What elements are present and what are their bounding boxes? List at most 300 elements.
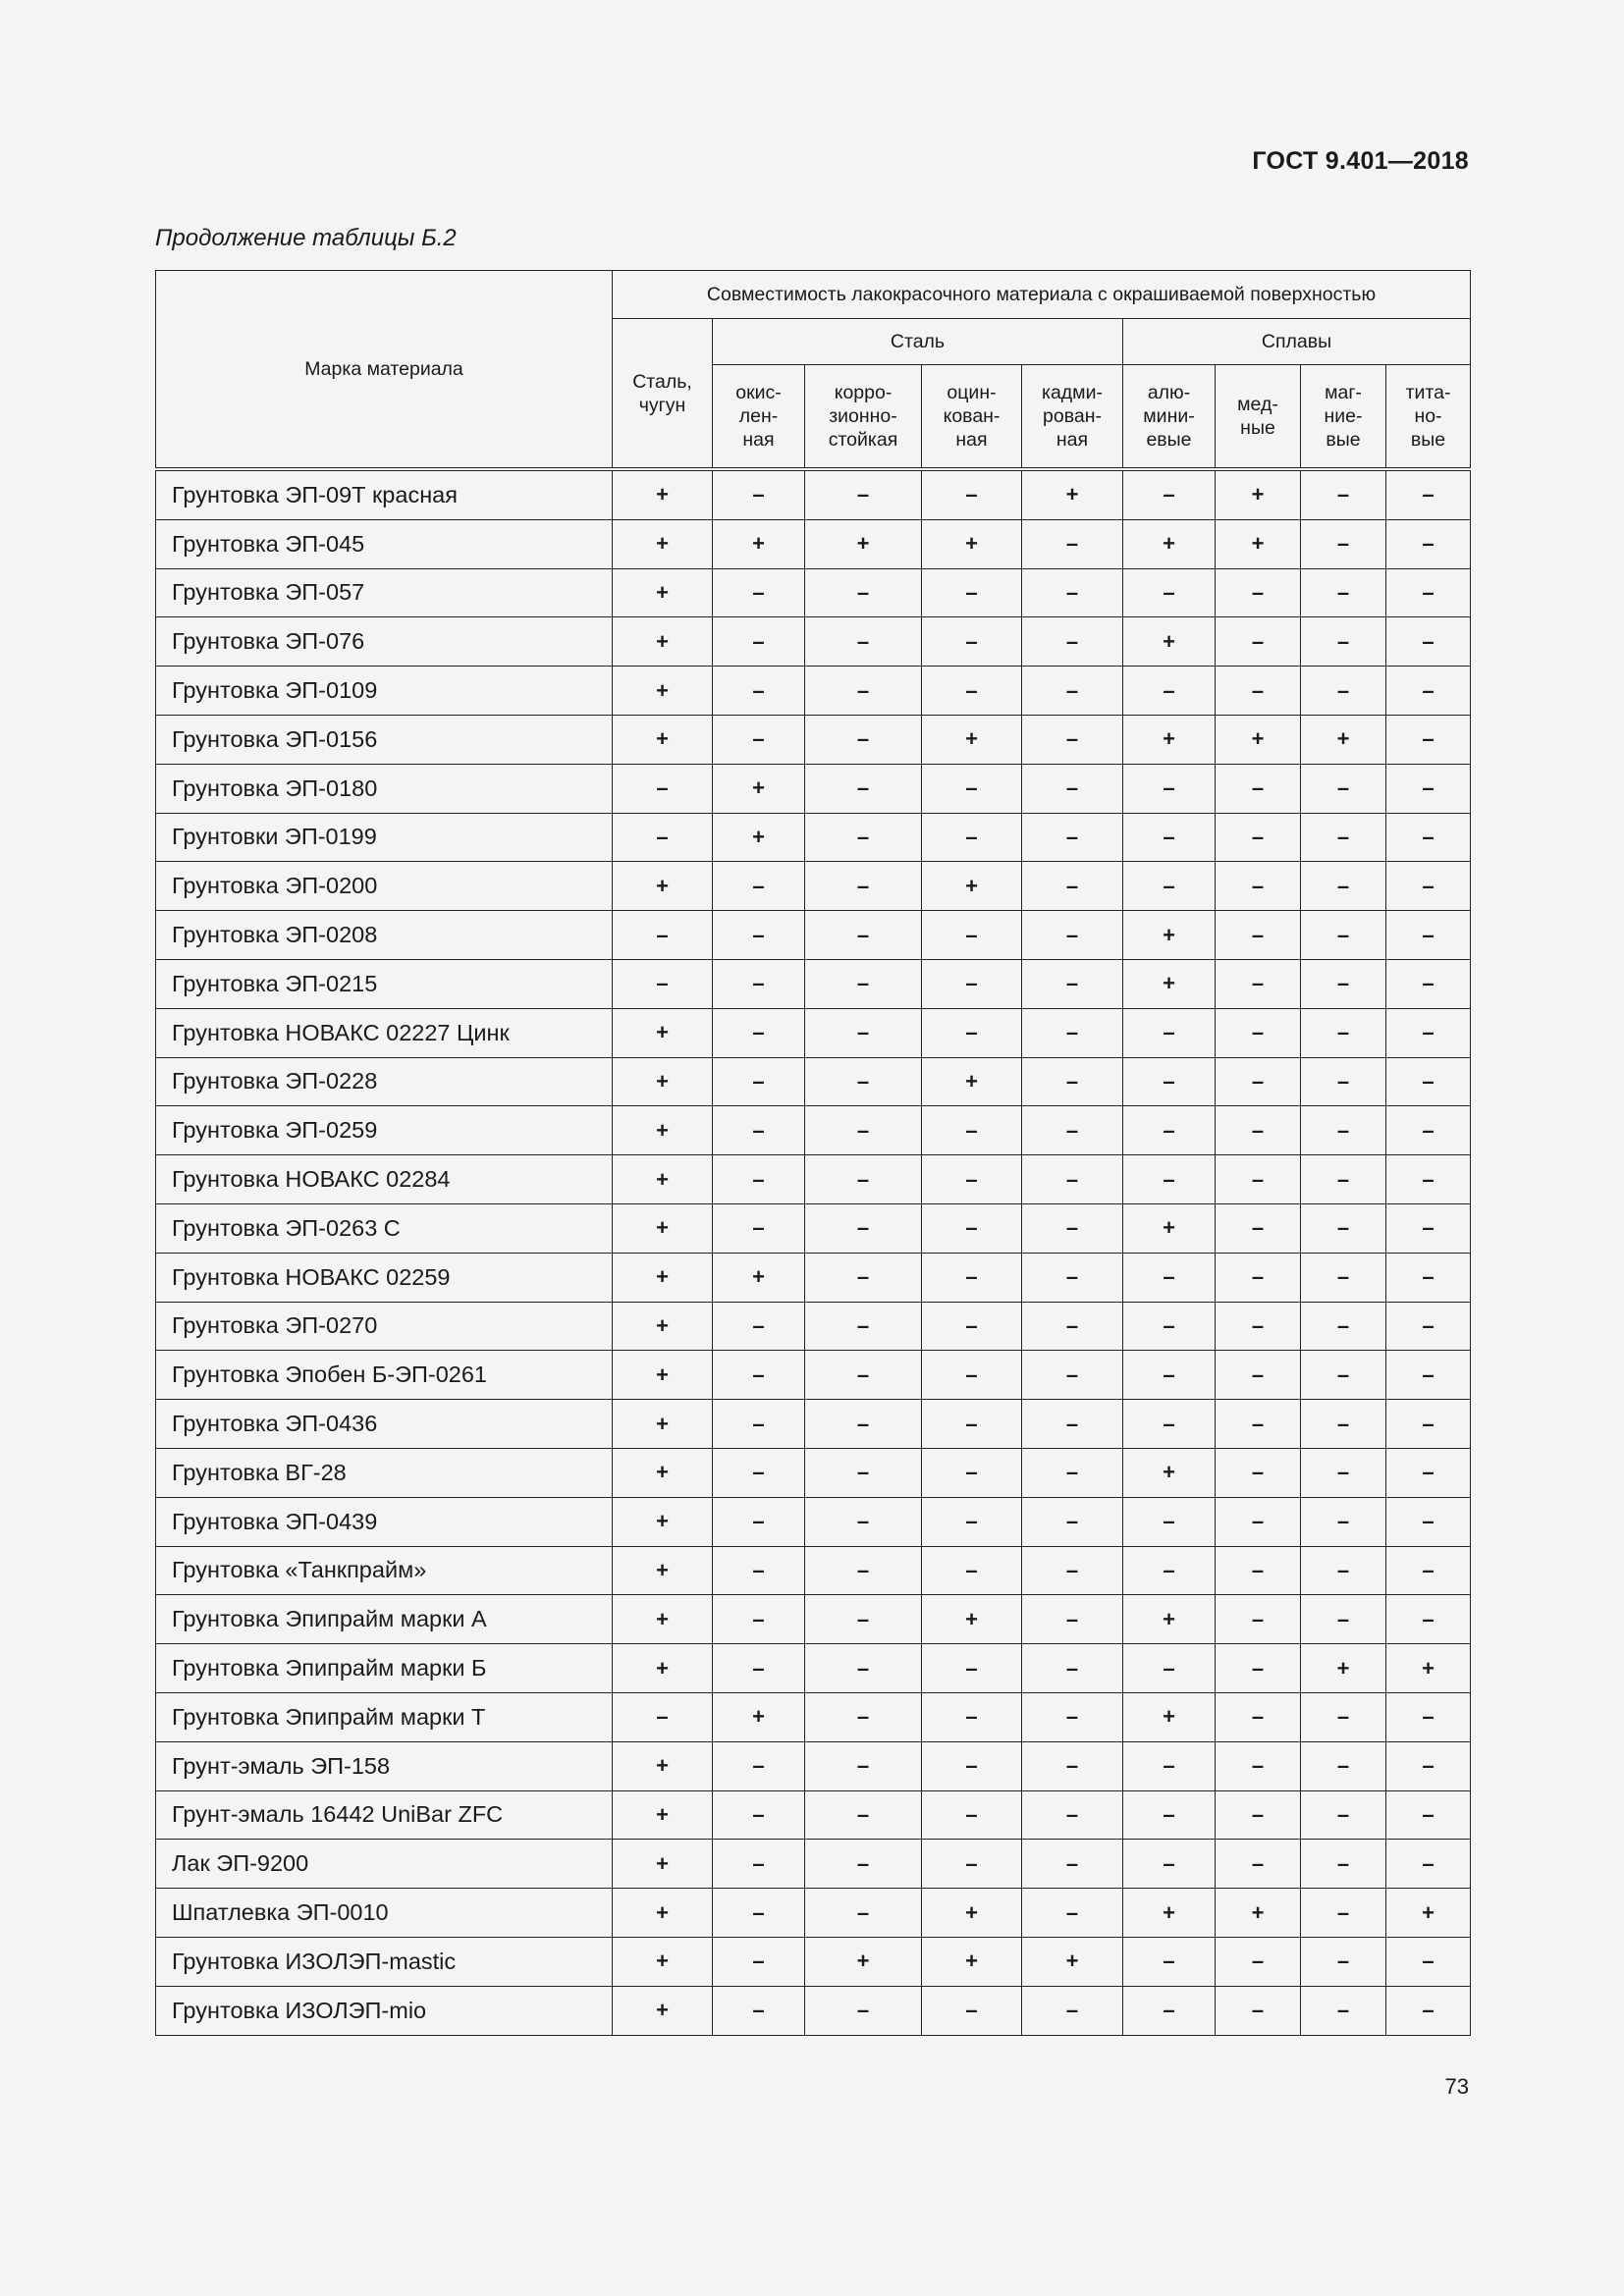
material-name-cell: Грунтовка ИЗОЛЭП-mio	[156, 1986, 613, 2035]
table-row	[156, 959, 1471, 1008]
compatibility-cell: –	[805, 1008, 922, 1057]
compatibility-cell: –	[713, 1351, 805, 1400]
compatibility-cell: –	[1386, 1692, 1471, 1741]
compatibility-cell: +	[613, 1840, 713, 1889]
compatibility-cell: +	[1216, 519, 1301, 568]
compatibility-cell: –	[1123, 764, 1216, 813]
compatibility-cell: –	[1216, 862, 1301, 911]
compatibility-cell: –	[1301, 1840, 1386, 1889]
compatibility-cell: –	[1386, 1497, 1471, 1546]
compatibility-cell: –	[1216, 1203, 1301, 1253]
compatibility-cell: –	[805, 862, 922, 911]
compatibility-cell: –	[713, 1497, 805, 1546]
material-name-cell: Грунтовка НОВАКС 02259	[156, 1253, 613, 1302]
compatibility-cell: –	[1301, 1986, 1386, 2035]
compatibility-cell: –	[713, 1595, 805, 1644]
compatibility-cell: –	[1123, 1497, 1216, 1546]
compatibility-cell: –	[1022, 667, 1123, 716]
compatibility-cell: +	[613, 1889, 713, 1938]
compatibility-cell: –	[1386, 1008, 1471, 1057]
compatibility-cell: –	[922, 1741, 1022, 1790]
sub-header-aluminum: алю- мини- евые	[1123, 365, 1216, 470]
compatibility-cell: –	[805, 1986, 922, 2035]
compatibility-cell: +	[613, 715, 713, 764]
sub-header-magnesium: маг- ние- вые	[1301, 365, 1386, 470]
table-row	[156, 1351, 1471, 1400]
compatibility-cell: –	[1022, 1448, 1123, 1497]
material-name-cell: Грунтовка Эпипрайм марки А	[156, 1595, 613, 1644]
compatibility-cell: –	[713, 1203, 805, 1253]
compatibility-cell: +	[1022, 1937, 1123, 1986]
compatibility-cell: –	[1216, 1302, 1301, 1351]
compatibility-cell: –	[922, 764, 1022, 813]
compatibility-cell: +	[1301, 715, 1386, 764]
compatibility-cell: –	[1386, 1790, 1471, 1840]
compatibility-header: Совместимость лакокрасочного материала с окрашиваемой поверхностью	[613, 271, 1471, 319]
compatibility-cell: –	[1386, 1448, 1471, 1497]
compatibility-cell: –	[805, 1644, 922, 1693]
compatibility-cell: +	[1123, 617, 1216, 667]
compatibility-cell: –	[1123, 1155, 1216, 1204]
compatibility-cell: –	[805, 1546, 922, 1595]
compatibility-cell: –	[1301, 1692, 1386, 1741]
compatibility-cell: –	[1123, 1106, 1216, 1155]
table-caption: Продолжение таблицы Б.2	[155, 225, 457, 251]
compatibility-cell: –	[922, 469, 1022, 519]
compatibility-cell: –	[713, 1889, 805, 1938]
table-row	[156, 1106, 1471, 1155]
compatibility-cell: –	[1301, 1351, 1386, 1400]
material-name-cell: Грунтовка ЭП-0263 С	[156, 1203, 613, 1253]
compatibility-cell: –	[922, 1400, 1022, 1449]
compatibility-cell: –	[805, 1595, 922, 1644]
compatibility-cell: –	[805, 813, 922, 862]
table-row	[156, 1302, 1471, 1351]
compatibility-cell: –	[1123, 568, 1216, 617]
compatibility-cell: –	[1216, 568, 1301, 617]
compatibility-cell: –	[922, 1203, 1022, 1253]
compatibility-cell: –	[1386, 1546, 1471, 1595]
compatibility-cell: +	[613, 1400, 713, 1449]
compatibility-cell: –	[1386, 764, 1471, 813]
compatibility-cell: +	[613, 519, 713, 568]
compatibility-cell: +	[1123, 1889, 1216, 1938]
compatibility-cell: –	[1022, 813, 1123, 862]
compatibility-cell: –	[1301, 813, 1386, 862]
compatibility-cell: +	[1216, 469, 1301, 519]
table-row	[156, 862, 1471, 911]
compatibility-cell: –	[713, 1790, 805, 1840]
table-row	[156, 1155, 1471, 1204]
compatibility-cell: –	[1216, 1546, 1301, 1595]
steel-cast-iron-header: Сталь, чугун	[613, 319, 713, 470]
compatibility-cell: –	[1301, 617, 1386, 667]
material-name-cell: Грунтовка ИЗОЛЭП-mastic	[156, 1937, 613, 1986]
table-row	[156, 568, 1471, 617]
compatibility-cell: +	[613, 617, 713, 667]
compatibility-cell: –	[1386, 1840, 1471, 1889]
material-name-cell: Грунтовка ЭП-0439	[156, 1497, 613, 1546]
compatibility-cell: –	[1386, 1203, 1471, 1253]
compatibility-cell: –	[1301, 1741, 1386, 1790]
compatibility-cell: –	[805, 469, 922, 519]
compatibility-cell: –	[805, 959, 922, 1008]
compatibility-cell: –	[922, 1840, 1022, 1889]
compatibility-cell: –	[1123, 1546, 1216, 1595]
compatibility-cell: –	[805, 1889, 922, 1938]
material-name-cell: Шпатлевка ЭП-0010	[156, 1889, 613, 1938]
compatibility-cell: –	[1123, 1057, 1216, 1106]
compatibility-cell: –	[1386, 1741, 1471, 1790]
compatibility-cell: –	[1123, 1741, 1216, 1790]
compatibility-cell: –	[1123, 813, 1216, 862]
material-name-cell: Грунтовка ЭП-0228	[156, 1057, 613, 1106]
material-name-cell: Грунтовка ЭП-057	[156, 568, 613, 617]
compatibility-cell: –	[805, 617, 922, 667]
compatibility-cell: –	[1022, 1106, 1123, 1155]
compatibility-cell: +	[613, 1448, 713, 1497]
compatibility-cell: –	[922, 1546, 1022, 1595]
table-body	[156, 469, 1471, 2035]
compatibility-cell: –	[713, 1644, 805, 1693]
compatibility-cell: –	[1216, 959, 1301, 1008]
compatibility-cell: –	[1301, 1253, 1386, 1302]
table-row	[156, 1644, 1471, 1693]
compatibility-cell: +	[713, 1253, 805, 1302]
compatibility-cell: +	[1123, 1448, 1216, 1497]
compatibility-cell: –	[1123, 1790, 1216, 1840]
compatibility-cell: –	[1022, 715, 1123, 764]
compatibility-cell: –	[1022, 568, 1123, 617]
compatibility-cell: –	[713, 1400, 805, 1449]
material-name-cell: Грунтовка ЭП-0270	[156, 1302, 613, 1351]
compatibility-cell: +	[613, 1008, 713, 1057]
material-name-cell: Грунтовка Эпобен Б-ЭП-0261	[156, 1351, 613, 1400]
material-name-cell: Грунтовка ЭП-0259	[156, 1106, 613, 1155]
compatibility-cell: +	[613, 1106, 713, 1155]
compatibility-cell: –	[922, 1253, 1022, 1302]
compatibility-cell: –	[922, 568, 1022, 617]
compatibility-cell: –	[1022, 1790, 1123, 1840]
material-name-cell: Грунтовка ЭП-0156	[156, 715, 613, 764]
table-row	[156, 1497, 1471, 1546]
page-number: 73	[1444, 2074, 1469, 2099]
compatibility-cell: –	[1386, 1253, 1471, 1302]
compatibility-cell: –	[805, 1790, 922, 1840]
compatibility-cell: –	[922, 1302, 1022, 1351]
compatibility-cell: –	[922, 1448, 1022, 1497]
material-column-header: Марка материала	[156, 271, 613, 470]
compatibility-cell: +	[613, 1986, 713, 2035]
compatibility-cell: –	[1022, 1155, 1123, 1204]
compatibility-cell: –	[1022, 862, 1123, 911]
alloys-group-header: Сплавы	[1123, 319, 1471, 365]
compatibility-cell: –	[1022, 1253, 1123, 1302]
compatibility-cell: –	[713, 1448, 805, 1497]
material-name-cell: Грунтовка ЭП-0180	[156, 764, 613, 813]
compatibility-cell: –	[1301, 519, 1386, 568]
compatibility-cell: –	[713, 959, 805, 1008]
compatibility-cell: –	[1386, 1351, 1471, 1400]
sub-header-galvanized: оцин- кован- ная	[922, 365, 1022, 470]
compatibility-cell: –	[713, 568, 805, 617]
compatibility-cell: –	[1123, 667, 1216, 716]
compatibility-cell: –	[1386, 469, 1471, 519]
compatibility-cell: +	[613, 1790, 713, 1840]
compatibility-cell: –	[1301, 911, 1386, 960]
compatibility-cell: –	[1216, 813, 1301, 862]
table-row	[156, 1986, 1471, 2035]
compatibility-cell: –	[1301, 1203, 1386, 1253]
compatibility-cell: +	[1386, 1889, 1471, 1938]
table-row	[156, 764, 1471, 813]
table-row	[156, 911, 1471, 960]
compatibility-cell: –	[805, 715, 922, 764]
compatibility-cell: –	[1216, 1155, 1301, 1204]
compatibility-cell: –	[805, 1253, 922, 1302]
compatibility-cell: –	[1216, 1448, 1301, 1497]
compatibility-cell: +	[1216, 715, 1301, 764]
compatibility-cell: –	[1386, 1400, 1471, 1449]
compatibility-cell: –	[1022, 1057, 1123, 1106]
compatibility-cell: –	[1301, 1302, 1386, 1351]
compatibility-cell: –	[1123, 1253, 1216, 1302]
material-name-cell: Грунтовка ЭП-09Т красная	[156, 469, 613, 519]
compatibility-cell: –	[1022, 1840, 1123, 1889]
compatibility-cell: +	[713, 813, 805, 862]
compatibility-cell: +	[1123, 1692, 1216, 1741]
material-name-cell: Грунт-эмаль 16442 UniBar ZFC	[156, 1790, 613, 1840]
compatibility-cell: –	[1216, 911, 1301, 960]
compatibility-cell: –	[805, 1497, 922, 1546]
compatibility-cell: –	[1123, 469, 1216, 519]
compatibility-cell: –	[1216, 1497, 1301, 1546]
compatibility-cell: –	[1123, 1937, 1216, 1986]
compatibility-cell: –	[1386, 862, 1471, 911]
compatibility-cell: –	[1386, 1106, 1471, 1155]
material-name-cell: Грунтовка ЭП-0200	[156, 862, 613, 911]
material-name-cell: Грунт-эмаль ЭП-158	[156, 1741, 613, 1790]
compatibility-cell: +	[613, 862, 713, 911]
material-name-cell: Лак ЭП-9200	[156, 1840, 613, 1889]
compatibility-cell: –	[1386, 1302, 1471, 1351]
sub-header-titanium: тита- но- вые	[1386, 365, 1471, 470]
compatibility-cell: –	[1022, 1644, 1123, 1693]
steel-group-header: Сталь	[713, 319, 1123, 365]
compatibility-cell: –	[1022, 1351, 1123, 1400]
compatibility-cell: –	[1301, 764, 1386, 813]
compatibility-cell: –	[1123, 1400, 1216, 1449]
compatibility-cell: –	[922, 959, 1022, 1008]
compatibility-cell: +	[613, 1302, 713, 1351]
compatibility-cell: –	[613, 813, 713, 862]
compatibility-cell: –	[713, 1057, 805, 1106]
table-row	[156, 469, 1471, 519]
compatibility-cell: –	[1022, 1302, 1123, 1351]
compatibility-cell: –	[1123, 1644, 1216, 1693]
compatibility-cell: –	[1301, 1106, 1386, 1155]
compatibility-cell: +	[1301, 1644, 1386, 1693]
table-row	[156, 1400, 1471, 1449]
table-header	[156, 271, 1471, 470]
compatibility-cell: –	[805, 1106, 922, 1155]
compatibility-cell: –	[713, 1155, 805, 1204]
compatibility-cell: –	[1386, 519, 1471, 568]
compatibility-cell: +	[613, 1741, 713, 1790]
compatibility-cell: –	[1386, 667, 1471, 716]
sub-header-copper: мед- ные	[1216, 365, 1301, 470]
compatibility-cell: +	[613, 1937, 713, 1986]
material-name-cell: Грунтовка ЭП-076	[156, 617, 613, 667]
table-row	[156, 617, 1471, 667]
compatibility-cell: –	[1386, 1057, 1471, 1106]
compatibility-cell: –	[805, 1057, 922, 1106]
compatibility-cell: –	[713, 1546, 805, 1595]
compatibility-cell: +	[1123, 1203, 1216, 1253]
compatibility-cell: –	[1123, 1302, 1216, 1351]
compatibility-cell: –	[1301, 1057, 1386, 1106]
compatibility-cell: +	[1216, 1889, 1301, 1938]
compatibility-cell: –	[713, 1008, 805, 1057]
compatibility-cell: –	[613, 959, 713, 1008]
compatibility-cell: –	[1301, 1790, 1386, 1840]
compatibility-cell: –	[1022, 1008, 1123, 1057]
compatibility-cell: –	[1301, 1155, 1386, 1204]
compatibility-cell: +	[613, 1203, 713, 1253]
compatibility-cell: –	[1301, 1546, 1386, 1595]
compatibility-cell: –	[713, 1986, 805, 2035]
compatibility-cell: –	[1216, 1840, 1301, 1889]
compatibility-cell: +	[1123, 519, 1216, 568]
compatibility-cell: –	[1022, 617, 1123, 667]
compatibility-cell: +	[1123, 911, 1216, 960]
compatibility-cell: –	[922, 1008, 1022, 1057]
compatibility-cell: –	[1301, 1889, 1386, 1938]
compatibility-cell: –	[1216, 764, 1301, 813]
document-code: ГОСТ 9.401—2018	[1252, 147, 1469, 175]
compatibility-cell: –	[1123, 1351, 1216, 1400]
compatibility-cell: –	[1301, 959, 1386, 1008]
sub-header-stainless: корро- зионно- стойкая	[805, 365, 922, 470]
compatibility-cell: –	[1386, 617, 1471, 667]
compatibility-cell: +	[613, 1155, 713, 1204]
compatibility-cell: –	[805, 1203, 922, 1253]
compatibility-cell: +	[613, 1644, 713, 1693]
compatibility-cell: –	[1301, 1937, 1386, 1986]
compatibility-cell: +	[922, 1889, 1022, 1938]
compatibility-cell: –	[1022, 1741, 1123, 1790]
compatibility-cell: –	[1386, 1937, 1471, 1986]
compatibility-cell: –	[805, 1155, 922, 1204]
compatibility-cell: –	[805, 1448, 922, 1497]
compatibility-cell: –	[1123, 1986, 1216, 2035]
table-row	[156, 1203, 1471, 1253]
compatibility-cell: +	[713, 519, 805, 568]
compatibility-cell: –	[1022, 959, 1123, 1008]
compatibility-cell: +	[613, 568, 713, 617]
material-name-cell: Грунтовка ВГ-28	[156, 1448, 613, 1497]
table-row	[156, 1937, 1471, 1986]
compatibility-cell: –	[1386, 568, 1471, 617]
compatibility-cell: –	[1216, 1937, 1301, 1986]
compatibility-cell: +	[922, 1937, 1022, 1986]
compatibility-cell: +	[805, 1937, 922, 1986]
compatibility-cell: –	[1301, 1448, 1386, 1497]
compatibility-cell: –	[1301, 1595, 1386, 1644]
table-row	[156, 813, 1471, 862]
compatibility-cell: +	[613, 1546, 713, 1595]
compatibility-cell: –	[1301, 1008, 1386, 1057]
material-name-cell: Грунтовка ЭП-045	[156, 519, 613, 568]
compatibility-cell: –	[922, 1106, 1022, 1155]
compatibility-cell: –	[1386, 959, 1471, 1008]
compatibility-cell: –	[1022, 1595, 1123, 1644]
compatibility-cell: –	[1216, 1400, 1301, 1449]
compatibility-cell: +	[805, 519, 922, 568]
compatibility-cell: –	[1022, 1400, 1123, 1449]
compatibility-cell: +	[922, 519, 1022, 568]
compatibility-cell: +	[1123, 959, 1216, 1008]
compatibility-cell: –	[1216, 1692, 1301, 1741]
compatibility-cell: –	[713, 1741, 805, 1790]
compatibility-cell: –	[1386, 1595, 1471, 1644]
material-name-cell: Грунтовка ЭП-0436	[156, 1400, 613, 1449]
compatibility-cell: –	[922, 1351, 1022, 1400]
compatibility-cell: –	[1123, 1840, 1216, 1889]
compatibility-cell: +	[613, 469, 713, 519]
compatibility-cell: –	[922, 1497, 1022, 1546]
material-name-cell: Грунтовка НОВАКС 02227 Цинк	[156, 1008, 613, 1057]
compatibility-cell: –	[922, 617, 1022, 667]
compatibility-cell: –	[805, 1840, 922, 1889]
compatibility-cell: –	[1216, 1253, 1301, 1302]
compatibility-cell: –	[1301, 1400, 1386, 1449]
compatibility-cell: –	[1216, 1986, 1301, 2035]
compatibility-cell: –	[713, 911, 805, 960]
compatibility-cell: –	[922, 1790, 1022, 1840]
compatibility-cell: –	[1022, 1546, 1123, 1595]
compatibility-cell: –	[1216, 1595, 1301, 1644]
table-row	[156, 1741, 1471, 1790]
material-name-cell: Грунтовка «Танкпрайм»	[156, 1546, 613, 1595]
compatibility-cell: +	[922, 715, 1022, 764]
compatibility-cell: +	[1123, 1595, 1216, 1644]
compatibility-cell: +	[922, 1057, 1022, 1106]
compatibility-cell: –	[805, 764, 922, 813]
compatibility-cell: –	[1022, 1986, 1123, 2035]
table-row	[156, 1253, 1471, 1302]
sub-header-cadmium: кадми- рован- ная	[1022, 365, 1123, 470]
compatibility-cell: –	[1022, 1497, 1123, 1546]
compatibility-cell: –	[613, 1692, 713, 1741]
table-row	[156, 1692, 1471, 1741]
compatibility-cell: –	[1216, 1106, 1301, 1155]
compatibility-cell: –	[1123, 1008, 1216, 1057]
material-name-cell: Грунтовки ЭП-0199	[156, 813, 613, 862]
table-row	[156, 667, 1471, 716]
sub-header-oxidized: окис- лен- ная	[713, 365, 805, 470]
compatibility-cell: –	[613, 764, 713, 813]
table-row	[156, 519, 1471, 568]
compatibility-cell: +	[613, 667, 713, 716]
table-row	[156, 1889, 1471, 1938]
material-name-cell: Грунтовка Эпипрайм марки Б	[156, 1644, 613, 1693]
material-name-cell: Грунтовка ЭП-0215	[156, 959, 613, 1008]
compatibility-cell: –	[613, 911, 713, 960]
table-row	[156, 1057, 1471, 1106]
compatibility-cell: –	[922, 667, 1022, 716]
compatibility-cell: –	[1022, 911, 1123, 960]
